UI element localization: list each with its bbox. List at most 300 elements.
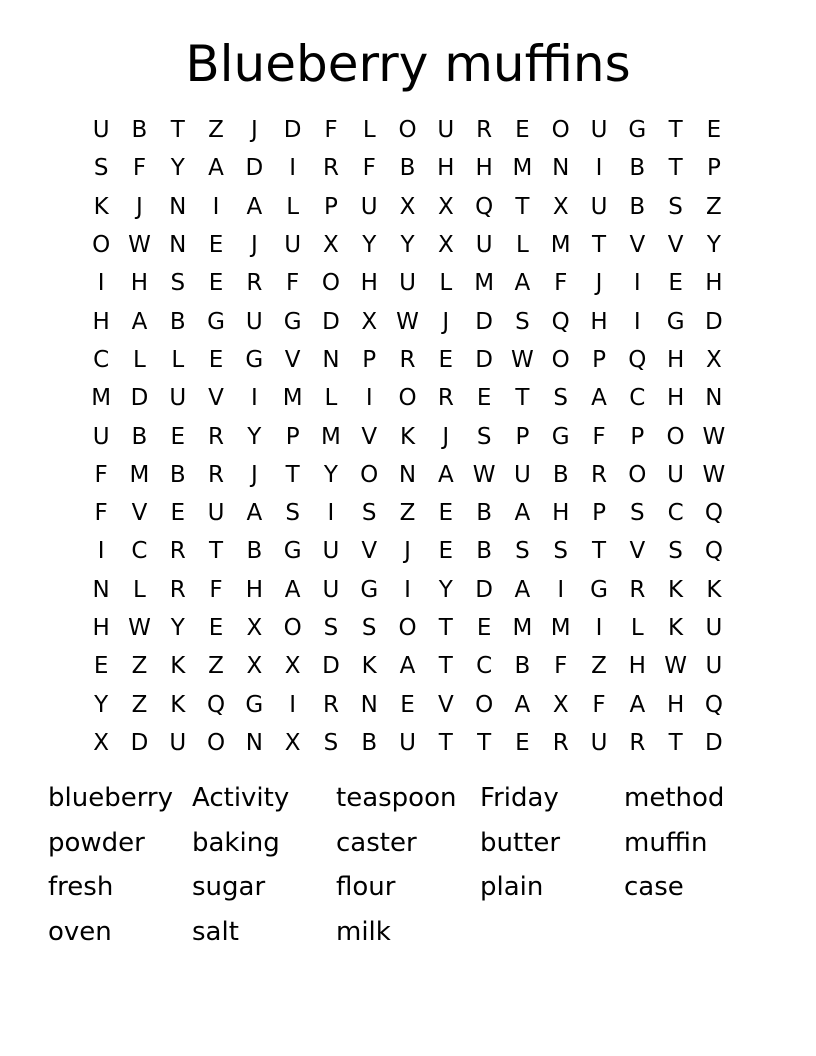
grid-letter: E (208, 270, 224, 297)
grid-letter: I (212, 193, 220, 220)
grid-letter: L (362, 117, 376, 144)
grid-letter: Q (704, 538, 723, 565)
grid-letter: R (437, 385, 454, 412)
grid-letter: X (284, 729, 301, 756)
grid-letter: F (554, 270, 568, 297)
grid-letter: S (553, 538, 569, 565)
grid-letter: J (442, 308, 450, 335)
grid-letter: S (93, 155, 109, 182)
grid-letter: O (360, 461, 379, 488)
grid-letter: O (551, 117, 570, 144)
grid-letter: H (92, 308, 110, 335)
grid-letter: Q (704, 500, 723, 527)
grid-letter: P (706, 155, 721, 182)
grid-letter: H (628, 653, 646, 680)
grid-letter: F (592, 691, 606, 718)
grid-letter: Q (704, 691, 723, 718)
grid-letter: H (590, 308, 608, 335)
word-list-item: Friday (480, 783, 559, 813)
grid-letter: V (361, 423, 378, 450)
grid-letter: I (250, 385, 258, 412)
grid-letter: M (474, 270, 495, 297)
grid-letter: K (170, 653, 186, 680)
word-list-item: powder (48, 827, 145, 858)
grid-letter: X (437, 232, 454, 259)
grid-letter: V (437, 691, 454, 718)
grid-letter: U (705, 653, 723, 680)
word-list (48, 776, 768, 954)
grid-letter: H (666, 385, 685, 412)
grid-letter: I (327, 500, 335, 527)
grid-letter: L (171, 346, 185, 373)
grid-letter: B (399, 155, 416, 182)
grid-letter: B (169, 461, 186, 488)
word-list-item: caster (336, 827, 417, 858)
grid-letter: M (550, 615, 571, 641)
grid-letter: E (170, 500, 186, 527)
grid-letter: U (513, 461, 531, 488)
grid-letter: K (170, 691, 186, 718)
grid-letter: E (515, 729, 530, 756)
grid-letter: Q (551, 308, 570, 335)
grid-letter: Y (247, 423, 262, 450)
grid-letter: B (476, 538, 492, 565)
grid-letter: D (130, 729, 149, 756)
grid-letter: I (633, 270, 641, 297)
grid-letter: S (361, 615, 377, 641)
grid-letter: V (131, 500, 148, 527)
grid-letter: V (208, 385, 224, 412)
grid-letter: Z (399, 500, 416, 527)
grid-letter: Z (208, 117, 224, 144)
grid-letter: O (666, 423, 685, 450)
word-list-item: method (624, 783, 725, 813)
grid-letter: R (591, 461, 607, 488)
grid-letter: E (515, 117, 530, 144)
grid-letter: T (438, 653, 453, 680)
grid-letter: M (282, 385, 303, 412)
grid-letter: R (629, 576, 646, 603)
grid-letter: S (668, 538, 683, 565)
grid-letter: P (362, 346, 377, 373)
grid-letter: I (97, 538, 105, 565)
grid-letter: U (475, 232, 493, 259)
grid-letter: J (136, 193, 143, 220)
grid-letter: R (208, 423, 225, 450)
grid-letter: K (706, 576, 722, 603)
grid-letter: M (321, 423, 341, 450)
grid-letter: H (245, 576, 263, 603)
grid-letter: O (283, 615, 302, 641)
grid-letter: B (169, 308, 186, 335)
grid-letter: U (322, 538, 340, 565)
grid-letter: E (438, 538, 454, 565)
letter-grid (82, 111, 733, 762)
word-list-item: milk (336, 916, 391, 947)
grid-letter: W (472, 461, 496, 488)
word-list-item: salt (192, 916, 239, 947)
grid-letter: X (361, 308, 378, 335)
grid-letter: I (404, 576, 411, 603)
grid-letter: R (476, 117, 493, 144)
grid-letter: U (92, 117, 110, 144)
grid-letter: X (284, 653, 301, 680)
grid-letter: W (128, 615, 151, 641)
grid-letter: U (284, 232, 302, 259)
grid-letter: W (702, 423, 726, 450)
grid-letter: R (322, 691, 339, 718)
grid-letter: L (630, 615, 644, 641)
grid-letter: I (365, 385, 373, 412)
grid-letter: D (475, 308, 493, 335)
grid-letter: J (250, 232, 258, 259)
grid-letter: T (170, 117, 185, 144)
grid-letter: W (702, 461, 726, 488)
grid-letter: K (668, 615, 684, 641)
grid-letter: G (551, 423, 570, 450)
grid-letter: O (206, 729, 226, 756)
grid-letter: Z (591, 653, 607, 680)
grid-letter: A (514, 691, 531, 718)
grid-letter: D (475, 576, 493, 603)
word-list-item: case (624, 872, 684, 902)
grid-letter: U (590, 193, 608, 220)
grid-letter: E (668, 270, 683, 297)
grid-letter: P (592, 500, 606, 527)
grid-letter: K (668, 576, 684, 603)
grid-letter: N (398, 461, 417, 488)
grid-letter: G (590, 576, 608, 603)
grid-letter: D (475, 346, 493, 373)
grid-letter: D (322, 653, 340, 680)
grid-letter: B (514, 653, 531, 680)
grid-letter: Y (323, 461, 338, 488)
grid-letter: H (92, 615, 110, 641)
grid-letter: N (552, 155, 570, 182)
grid-letter: R (208, 461, 225, 488)
word-list-item: oven (48, 916, 112, 947)
grid-letter: R (399, 346, 416, 373)
grid-letter: C (93, 346, 110, 373)
grid-letter: L (324, 385, 338, 412)
grid-letter: P (592, 346, 606, 373)
grid-letter: Y (438, 576, 453, 603)
grid-letter: F (554, 653, 568, 680)
grid-letter: J (250, 117, 258, 144)
grid-letter: P (630, 423, 645, 450)
grid-letter: E (208, 232, 224, 259)
grid-letter: S (630, 500, 645, 527)
grid-letter: Z (131, 691, 148, 718)
grid-letter: B (361, 729, 378, 756)
grid-letter: U (399, 729, 416, 756)
grid-letter: H (705, 270, 723, 297)
grid-letter: O (628, 461, 647, 488)
grid-letter: G (283, 308, 302, 335)
grid-letter: U (399, 270, 416, 297)
grid-letter: P (515, 423, 530, 450)
grid-letter: Y (362, 232, 377, 259)
grid-letter: O (321, 270, 340, 297)
grid-letter: G (245, 346, 264, 373)
grid-letter: M (550, 232, 571, 259)
grid-letter: I (595, 615, 603, 641)
grid-letter: A (131, 308, 148, 335)
grid-letter: R (169, 538, 186, 565)
grid-letter: F (592, 423, 606, 450)
grid-letter: N (169, 193, 187, 220)
grid-letter: E (438, 346, 454, 373)
grid-letter: D (705, 308, 723, 335)
grid-letter: U (207, 500, 225, 527)
grid-letter: S (476, 423, 492, 450)
grid-letter: X (437, 193, 454, 220)
grid-letter: F (324, 117, 338, 144)
grid-letter: C (667, 500, 684, 527)
grid-letter: U (590, 729, 608, 756)
word-list-item: blueberry (48, 783, 174, 813)
grid-letter: G (207, 308, 225, 335)
grid-letter: S (515, 308, 530, 335)
grid-letter: X (552, 691, 569, 718)
grid-letter: J (442, 423, 450, 450)
grid-letter: T (668, 155, 683, 182)
grid-letter: B (552, 461, 569, 488)
grid-letter: E (93, 653, 109, 680)
grid-letter: A (399, 653, 416, 680)
grid-letter: O (551, 346, 570, 373)
grid-letter: B (131, 117, 148, 144)
grid-letter: A (514, 500, 531, 527)
grid-letter: W (396, 308, 419, 335)
grid-letter: O (398, 615, 417, 641)
grid-letter: L (133, 346, 146, 373)
grid-letter: H (666, 346, 685, 373)
word-list-item: flour (336, 872, 396, 902)
grid-letter: P (285, 423, 300, 450)
grid-letter: Q (475, 193, 494, 220)
grid-letter: B (629, 155, 646, 182)
grid-letter: O (475, 691, 494, 718)
grid-letter: H (552, 500, 570, 527)
grid-letter: U (437, 117, 455, 144)
grid-letter: X (323, 232, 339, 259)
grid-letter: G (283, 538, 302, 565)
word-list-item: muffin (624, 827, 708, 858)
grid-letter: X (93, 729, 110, 756)
grid-letter: G (245, 691, 264, 718)
grid-letter: M (91, 385, 112, 412)
grid-letter: U (245, 308, 263, 335)
grid-letter: V (361, 538, 378, 565)
grid-letter: M (512, 615, 533, 641)
grid-letter: I (633, 308, 641, 335)
grid-letter: F (94, 500, 108, 527)
grid-letter: T (515, 193, 530, 220)
word-list-item: baking (192, 827, 280, 858)
grid-letter: I (97, 270, 105, 297)
grid-letter: I (289, 691, 297, 718)
grid-letter: K (93, 193, 109, 220)
grid-letter: B (246, 538, 263, 565)
grid-letter: A (629, 691, 646, 718)
grid-letter: F (94, 461, 108, 488)
grid-letter: E (208, 615, 224, 641)
grid-letter: J (595, 270, 603, 297)
grid-letter: I (557, 576, 565, 603)
grid-letter: E (438, 500, 454, 527)
grid-letter: S (323, 615, 339, 641)
grid-letter: Q (628, 346, 647, 373)
grid-letter: E (170, 423, 186, 450)
grid-letter: D (283, 117, 302, 144)
grid-letter: Z (208, 653, 224, 680)
grid-letter: A (246, 193, 263, 220)
grid-letter: S (515, 538, 530, 565)
grid-letter: C (131, 538, 148, 565)
grid-letter: T (477, 729, 492, 756)
grid-letter: D (130, 385, 149, 412)
grid-letter: X (552, 193, 569, 220)
grid-letter: O (398, 385, 417, 412)
grid-letter: F (132, 155, 147, 182)
grid-letter: I (595, 155, 603, 182)
grid-letter: N (245, 729, 263, 756)
grid-letter: E (208, 346, 224, 373)
word-list-item: plain (480, 872, 544, 902)
grid-letter: T (438, 615, 453, 641)
grid-letter: G (666, 308, 685, 335)
grid-letter: T (591, 232, 607, 259)
grid-letter: T (515, 385, 530, 412)
grid-letter: W (511, 346, 534, 373)
grid-letter: A (514, 576, 531, 603)
grid-letter: H (475, 155, 493, 182)
grid-letter: U (92, 423, 110, 450)
grid-letter: X (399, 193, 416, 220)
grid-letter: F (362, 155, 376, 182)
grid-letter: A (208, 155, 224, 182)
grid-letter: X (246, 653, 263, 680)
grid-letter: Y (94, 691, 109, 718)
grid-letter: T (591, 538, 607, 565)
grid-letter: H (666, 691, 685, 718)
grid-letter: S (285, 500, 300, 527)
grid-letter: R (169, 576, 186, 603)
grid-letter: L (286, 193, 300, 220)
word-list-item: fresh (48, 872, 114, 902)
grid-letter: S (323, 729, 339, 756)
grid-letter: B (476, 500, 492, 527)
grid-letter: D (705, 729, 723, 756)
grid-letter: J (250, 461, 258, 488)
grid-letter: N (169, 232, 187, 259)
grid-letter: N (322, 346, 340, 373)
grid-letter: S (668, 193, 683, 220)
grid-letter: V (629, 232, 646, 259)
grid-letter: Y (400, 232, 415, 259)
word-list-item: butter (480, 827, 561, 858)
grid-letter: E (400, 691, 415, 718)
grid-letter: C (629, 385, 646, 412)
grid-letter: T (438, 729, 453, 756)
grid-letter: V (284, 346, 301, 373)
grid-letter: U (169, 385, 187, 412)
grid-letter: A (514, 270, 531, 297)
grid-letter: K (399, 423, 416, 450)
grid-letter: Y (170, 615, 185, 641)
grid-letter: H (360, 270, 378, 297)
grid-letter: T (285, 461, 300, 488)
grid-letter: A (591, 385, 607, 412)
word-list-item: teaspoon (336, 783, 457, 813)
grid-letter: V (629, 538, 646, 565)
grid-letter: D (245, 155, 264, 182)
grid-letter: W (128, 232, 151, 259)
grid-letter: I (289, 155, 297, 182)
grid-letter: S (361, 500, 377, 527)
grid-letter: G (628, 117, 647, 144)
grid-letter: D (322, 308, 340, 335)
grid-letter: Z (131, 653, 148, 680)
grid-letter: H (130, 270, 149, 297)
grid-letter: A (284, 576, 301, 603)
grid-letter: K (361, 653, 377, 680)
grid-letter: S (170, 270, 186, 297)
grid-letter: R (629, 729, 646, 756)
grid-letter: A (246, 500, 263, 527)
grid-letter: G (360, 576, 379, 603)
grid-letter: R (246, 270, 263, 297)
grid-letter: A (437, 461, 454, 488)
grid-letter: Q (206, 691, 226, 718)
grid-letter: J (404, 538, 411, 565)
grid-letter: T (209, 538, 224, 565)
grid-letter: S (553, 385, 569, 412)
grid-letter: O (398, 117, 417, 144)
grid-letter: U (667, 461, 685, 488)
word-list-item: sugar (192, 872, 266, 902)
grid-letter: X (706, 346, 722, 373)
grid-letter: W (664, 653, 687, 680)
grid-letter: X (246, 615, 263, 641)
grid-letter: N (360, 691, 378, 718)
grid-letter: F (209, 576, 223, 603)
grid-letter: N (92, 576, 110, 603)
grid-letter: P (323, 193, 338, 220)
grid-letter: L (516, 232, 529, 259)
grid-letter: T (668, 729, 683, 756)
grid-letter: B (131, 423, 148, 450)
grid-letter: Z (706, 193, 722, 220)
grid-letter: U (322, 576, 340, 603)
grid-letter: U (705, 615, 723, 641)
grid-letter: O (92, 232, 111, 259)
word-list-item: Activity (192, 783, 290, 813)
grid-letter: M (129, 461, 150, 488)
page-title: Blueberry muffins (185, 35, 631, 93)
grid-letter: R (322, 155, 339, 182)
grid-letter: V (667, 232, 684, 259)
grid-letter: Y (170, 155, 185, 182)
grid-letter: E (476, 385, 492, 412)
grid-letter: L (133, 576, 146, 603)
grid-letter: F (286, 270, 300, 297)
grid-letter: E (476, 615, 492, 641)
grid-letter: Y (706, 232, 721, 259)
grid-letter: B (629, 193, 646, 220)
grid-letter: H (437, 155, 455, 182)
